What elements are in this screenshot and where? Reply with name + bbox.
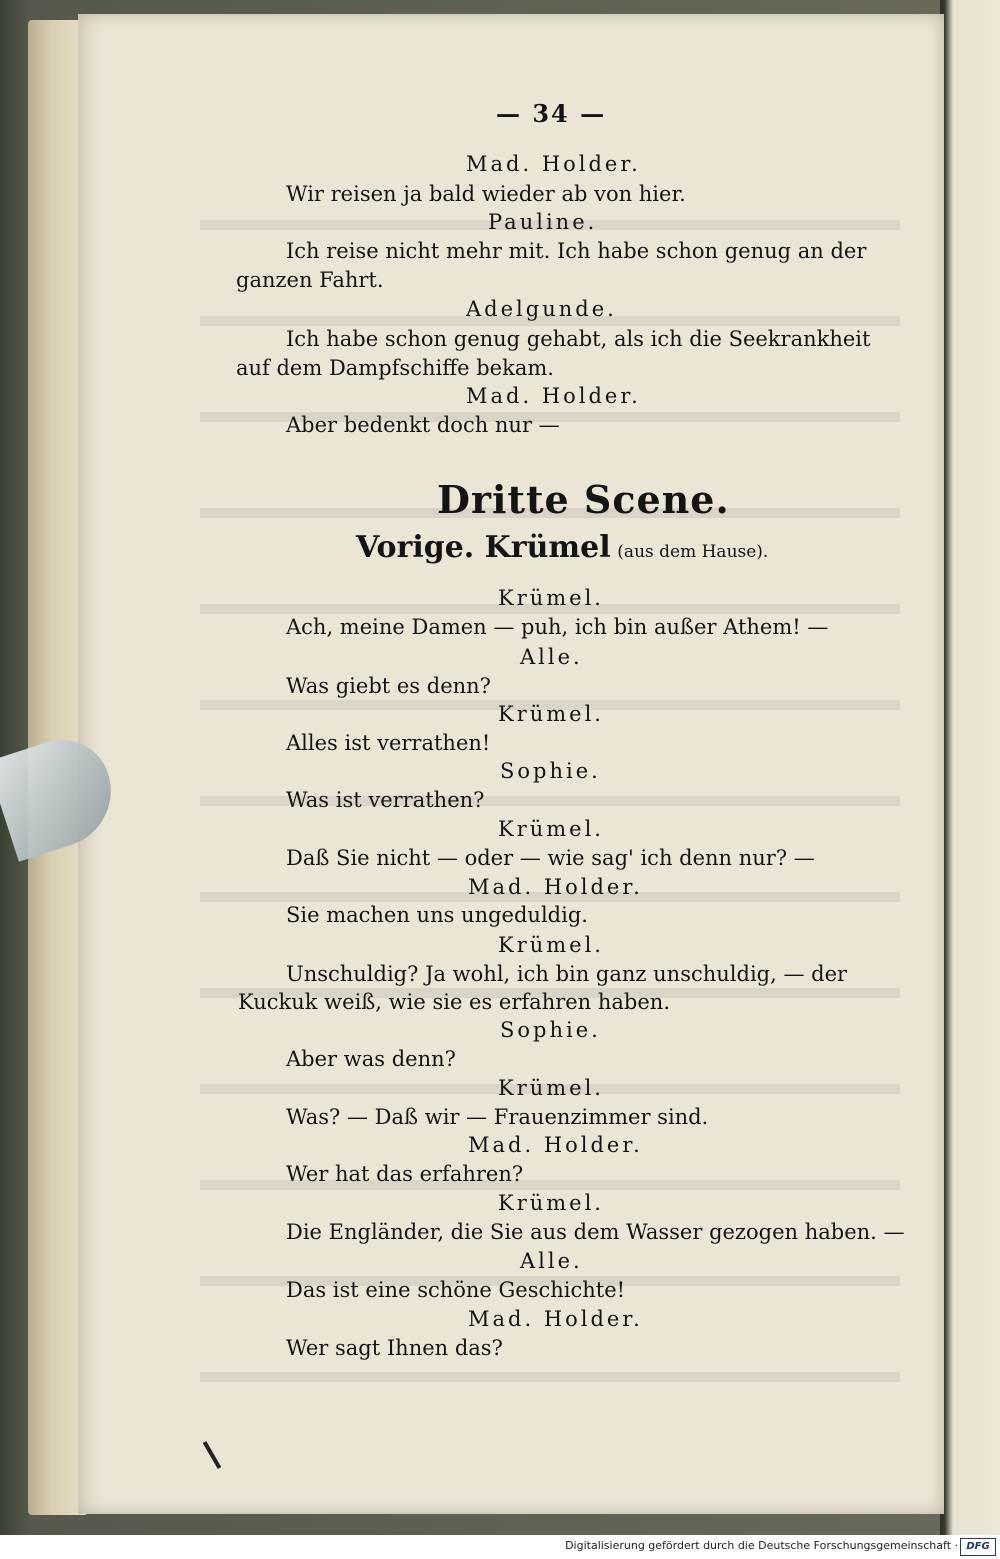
speech-line: Das ist eine schöne Geschichte! <box>286 1278 626 1302</box>
speech-line: Unschuldig? Ja wohl, ich bin ganz unschuldig, — der <box>286 962 848 986</box>
footer-credit: Digitalisierung gefördert durch die Deutsche Forschungsgemeinschaft · <box>565 1539 958 1552</box>
speech-line: Wir reisen ja bald wieder ab von hier. <box>286 182 686 206</box>
speech-line: Ich reise nicht mehr mit. Ich habe schon genug an der <box>286 239 867 263</box>
scene-title: Dritte Scene. <box>437 477 730 522</box>
speech-line: Aber bedenkt doch nur — <box>286 413 560 437</box>
speech-line: Daß Sie nicht — oder — wie sag' ich denn nur? — <box>286 846 815 870</box>
speech-line: Sie machen uns ungeduldig. <box>286 903 588 927</box>
digitization-footer <box>0 1535 1000 1559</box>
speaker-label: Krümel. <box>498 702 604 726</box>
page-number: — 34 — <box>496 99 607 128</box>
speech-line: auf dem Dampfschiffe bekam. <box>236 356 554 380</box>
stage-direction: (aus dem Hause). <box>617 542 769 562</box>
speaker-label: Sophie. <box>500 1018 601 1042</box>
speech-line: Ach, meine Damen — puh, ich bin außer Athem! — <box>286 615 829 639</box>
speaker-label: Mad. Holder. <box>468 875 643 899</box>
scene-subtitle: Vorige. Krümel <box>356 530 611 565</box>
speech-line: Kuckuk weiß, wie sie es erfahren haben. <box>238 990 670 1014</box>
speech-line: Ich habe schon genug gehabt, als ich die Seekrankheit <box>286 327 871 351</box>
speech-line: Wer hat das erfahren? <box>286 1162 524 1186</box>
scene-subtitle-line <box>356 530 768 566</box>
speaker-label: Mad. Holder. <box>468 1307 643 1331</box>
speaker-label: Mad. Holder. <box>466 384 641 408</box>
speech-line: Was? — Daß wir — Frauenzimmer sind. <box>286 1105 709 1129</box>
speaker-label: Krümel. <box>498 1191 604 1215</box>
speaker-label: Krümel. <box>498 1076 604 1100</box>
speaker-label: Adelgunde. <box>466 297 617 321</box>
speaker-label: Mad. Holder. <box>466 152 641 176</box>
speaker-label: Krümel. <box>498 586 604 610</box>
speaker-label: Pauline. <box>488 210 598 234</box>
speaker-label: Krümel. <box>498 933 604 957</box>
speech-line: Wer sagt Ihnen das? <box>286 1336 503 1360</box>
dfg-logo-icon: DFG <box>960 1538 996 1556</box>
speech-line: Was ist verrathen? <box>286 788 485 812</box>
facing-page-edge <box>940 0 1000 1535</box>
speech-line: Aber was denn? <box>286 1047 456 1071</box>
speech-line: ganzen Fahrt. <box>236 268 384 292</box>
speaker-label: Sophie. <box>500 759 601 783</box>
speech-line: Die Engländer, die Sie aus dem Wasser gezogen haben. — <box>286 1220 905 1244</box>
speech-line: Alles ist verrathen! <box>286 731 491 755</box>
speaker-label: Alle. <box>520 1249 583 1273</box>
speaker-label: Mad. Holder. <box>468 1133 643 1157</box>
speech-line: Was giebt es denn? <box>286 674 491 698</box>
speaker-label: Alle. <box>520 645 583 669</box>
speaker-label: Krümel. <box>498 817 604 841</box>
